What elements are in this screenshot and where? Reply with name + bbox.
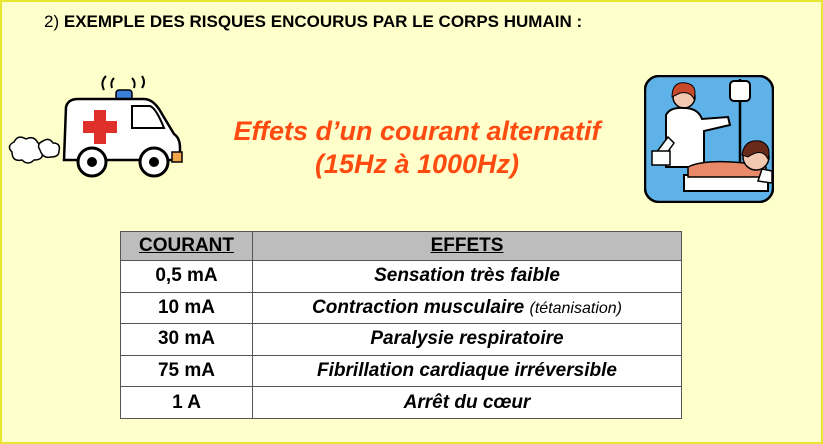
table-row bbox=[121, 355, 682, 387]
current-cell: 10 mA bbox=[121, 292, 253, 324]
table-row bbox=[121, 387, 682, 419]
current-cell: 1 A bbox=[121, 387, 253, 419]
effect-text: Fibrillation cardiaque irréversible bbox=[317, 360, 617, 382]
effect-cell bbox=[253, 261, 682, 293]
nurse-patient-icon bbox=[644, 75, 774, 203]
ambulance-icon bbox=[4, 72, 184, 182]
effect-text: Contraction musculaire bbox=[312, 296, 525, 318]
effects-title bbox=[192, 115, 642, 181]
effect-cell bbox=[253, 355, 682, 387]
effect-text: Sensation très faible bbox=[374, 265, 560, 287]
effects-table bbox=[120, 231, 682, 419]
table-row bbox=[121, 261, 682, 293]
title-line-1: Effets d’un courant alternatif bbox=[233, 116, 601, 146]
heading-text: EXEMPLE DES RISQUES ENCOURUS PAR LE CORPS HUMAIN : bbox=[63, 12, 583, 31]
table-header-row bbox=[121, 232, 682, 261]
effect-cell bbox=[253, 292, 682, 324]
effect-note: (tétanisation) bbox=[529, 299, 622, 317]
header-effets: EFFETS bbox=[253, 232, 682, 261]
title-line-2: (15Hz à 1000Hz) bbox=[314, 149, 520, 179]
current-cell: 30 mA bbox=[121, 324, 253, 356]
heading-number: 2) bbox=[44, 12, 60, 31]
section-heading bbox=[44, 12, 582, 32]
header-courant: COURANT bbox=[121, 232, 253, 261]
current-cell: 0,5 mA bbox=[121, 261, 253, 293]
effect-text: Paralysie respiratoire bbox=[370, 328, 564, 350]
effect-text: Arrêt du cœur bbox=[403, 391, 531, 413]
table-row bbox=[121, 292, 682, 324]
table-row bbox=[121, 324, 682, 356]
effect-cell bbox=[253, 324, 682, 356]
effect-cell bbox=[253, 387, 682, 419]
current-cell: 75 mA bbox=[121, 355, 253, 387]
